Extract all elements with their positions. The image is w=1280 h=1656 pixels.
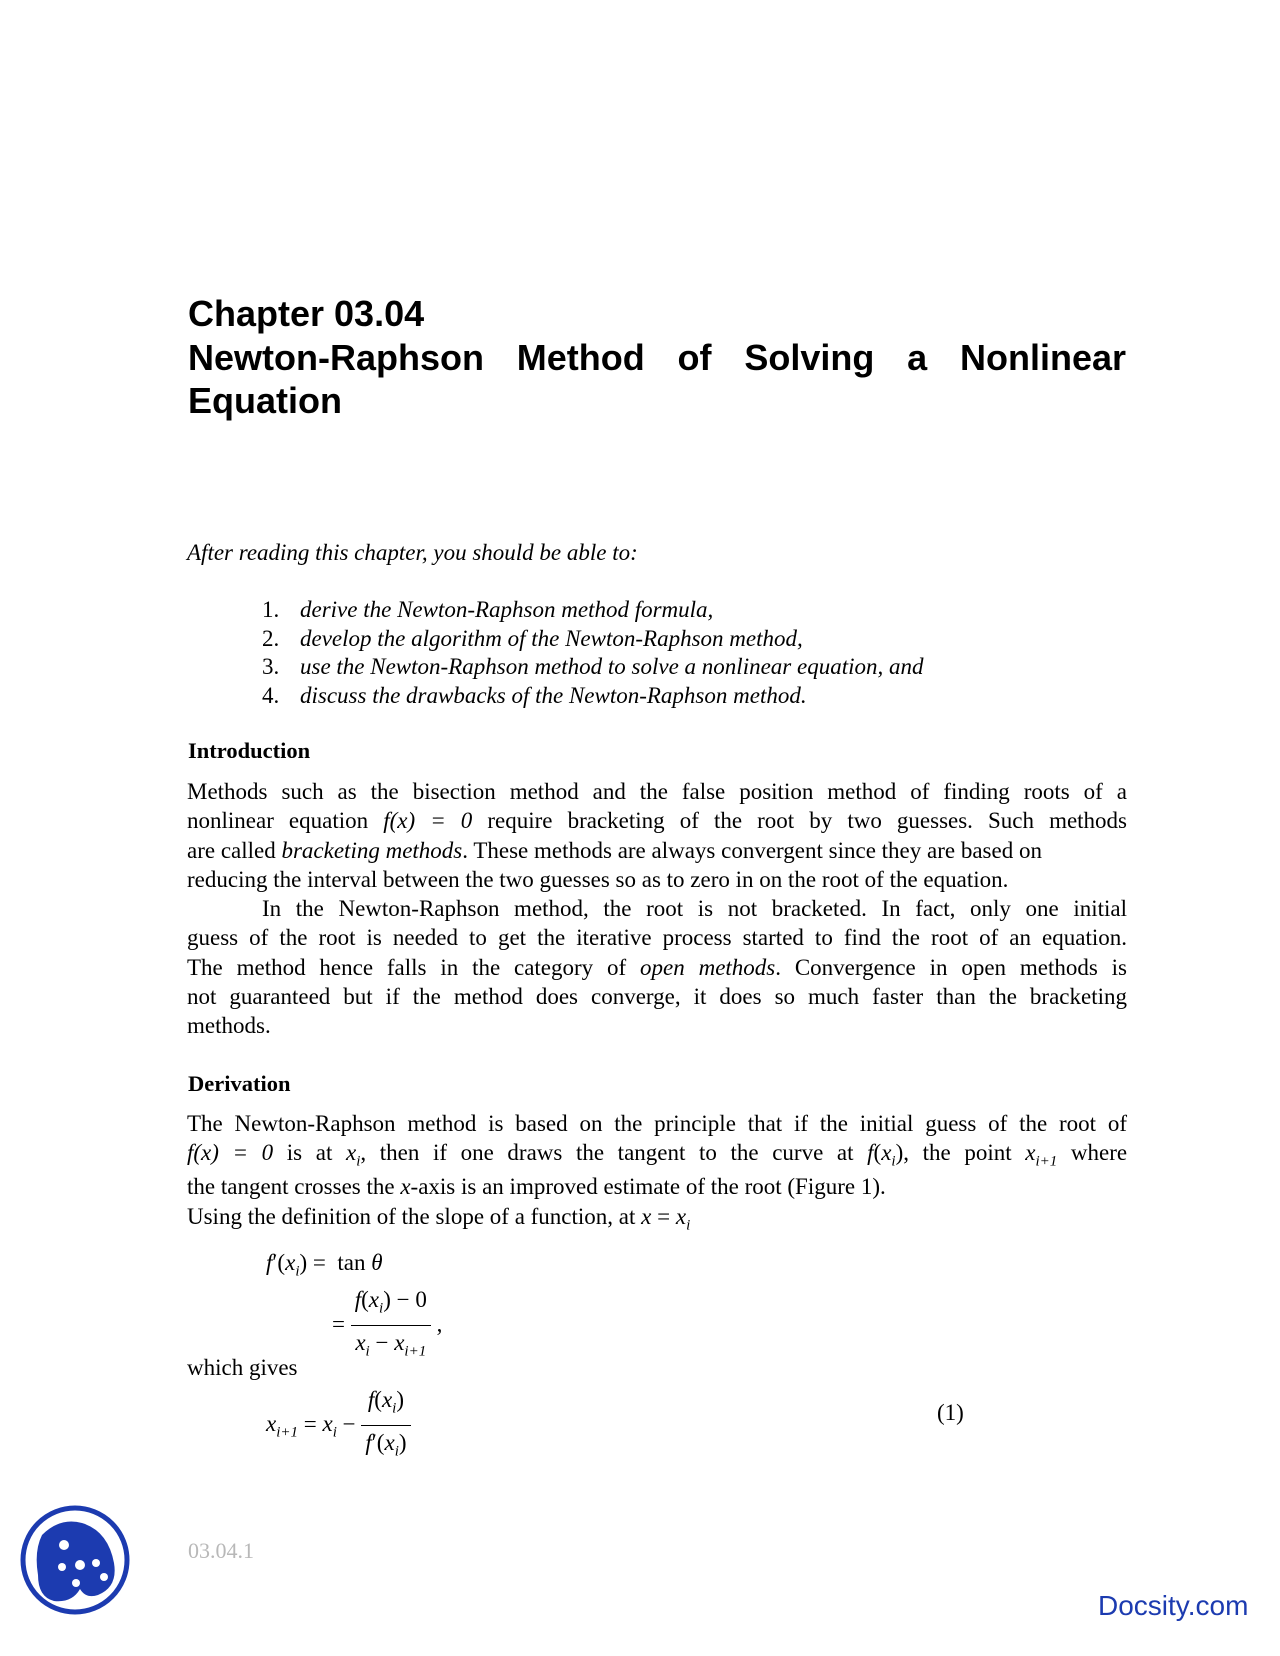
derivation-heading: Derivation <box>188 1071 291 1096</box>
chapter-number: Chapter 03.04 <box>188 293 425 334</box>
list-item: 2. develop the algorithm of the Newton-Raphson method, <box>262 625 803 651</box>
slope-equation: $f'(x_i) = \tan \theta$ <box>266 1250 383 1280</box>
chapter-title-line2: Equation <box>188 380 342 421</box>
docsity-brand-link[interactable]: Docsity.com <box>1098 1590 1249 1621</box>
chapter-title-line1: Newton-Raphson Method of Solving a Nonlinear <box>188 337 1126 378</box>
objectives-intro: After reading this chapter, you should be able to: <box>187 540 638 565</box>
objectives-list <box>262 596 923 710</box>
slope-fraction-equation: = $\frac{f(x_i) - 0}{x_i - x_{i+1}}$ , <box>332 1284 442 1368</box>
equation-number: (1) <box>937 1400 964 1425</box>
which-gives-text: which gives <box>187 1355 298 1380</box>
newton-raphson-formula: $x_{i+1} = x_i$ − $\frac{f(x_i)}{f'(x_i)}$ <box>266 1384 411 1468</box>
docsity-logo-icon <box>20 1505 130 1615</box>
derivation-paragraph: The Newton-Raphson method is based on the principle that if the initial guess of the root of f(x) = 0 is at $x_i$, then if one draws the tangent to the curve at $f(x_i)$, the point $x_{i+1}$ where the tangent crosses the x-axis is an improved estimate of the root (Figure 1). Using the definition of the slope of a function, at $x = x_i$ <box>187 1111 1128 1234</box>
page-number: 03.04.1 <box>188 1538 254 1563</box>
list-item: 1. derive the Newton-Raphson method formula, <box>262 597 714 622</box>
list-item: 3. use the Newton-Raphson method to solve a nonlinear equation, and <box>262 654 924 679</box>
list-item: 4. discuss the drawbacks of the Newton-Raphson method. <box>262 682 807 708</box>
introduction-heading: Introduction <box>188 738 311 763</box>
introduction-paragraph: Methods such as the bisection method and the false position method of finding roots of a nonlinear equation f(x) = 0 require bracketing of the root by two guesses. Such methods are called bracketing methods. These methods are always convergent since they are based on reducing the interval between the two guesses so as to zero in on the root of the equation. In the Newton-Raphson method, the root is not bracketed. In fact, only one initial guess of the root is needed to get the iterative process started to find the root of an equation. The method hence falls in the category of open methods. Convergence in open methods is not guaranteed but if the method does converge, it does so much faster than the bracketing methods. <box>187 779 1128 1039</box>
